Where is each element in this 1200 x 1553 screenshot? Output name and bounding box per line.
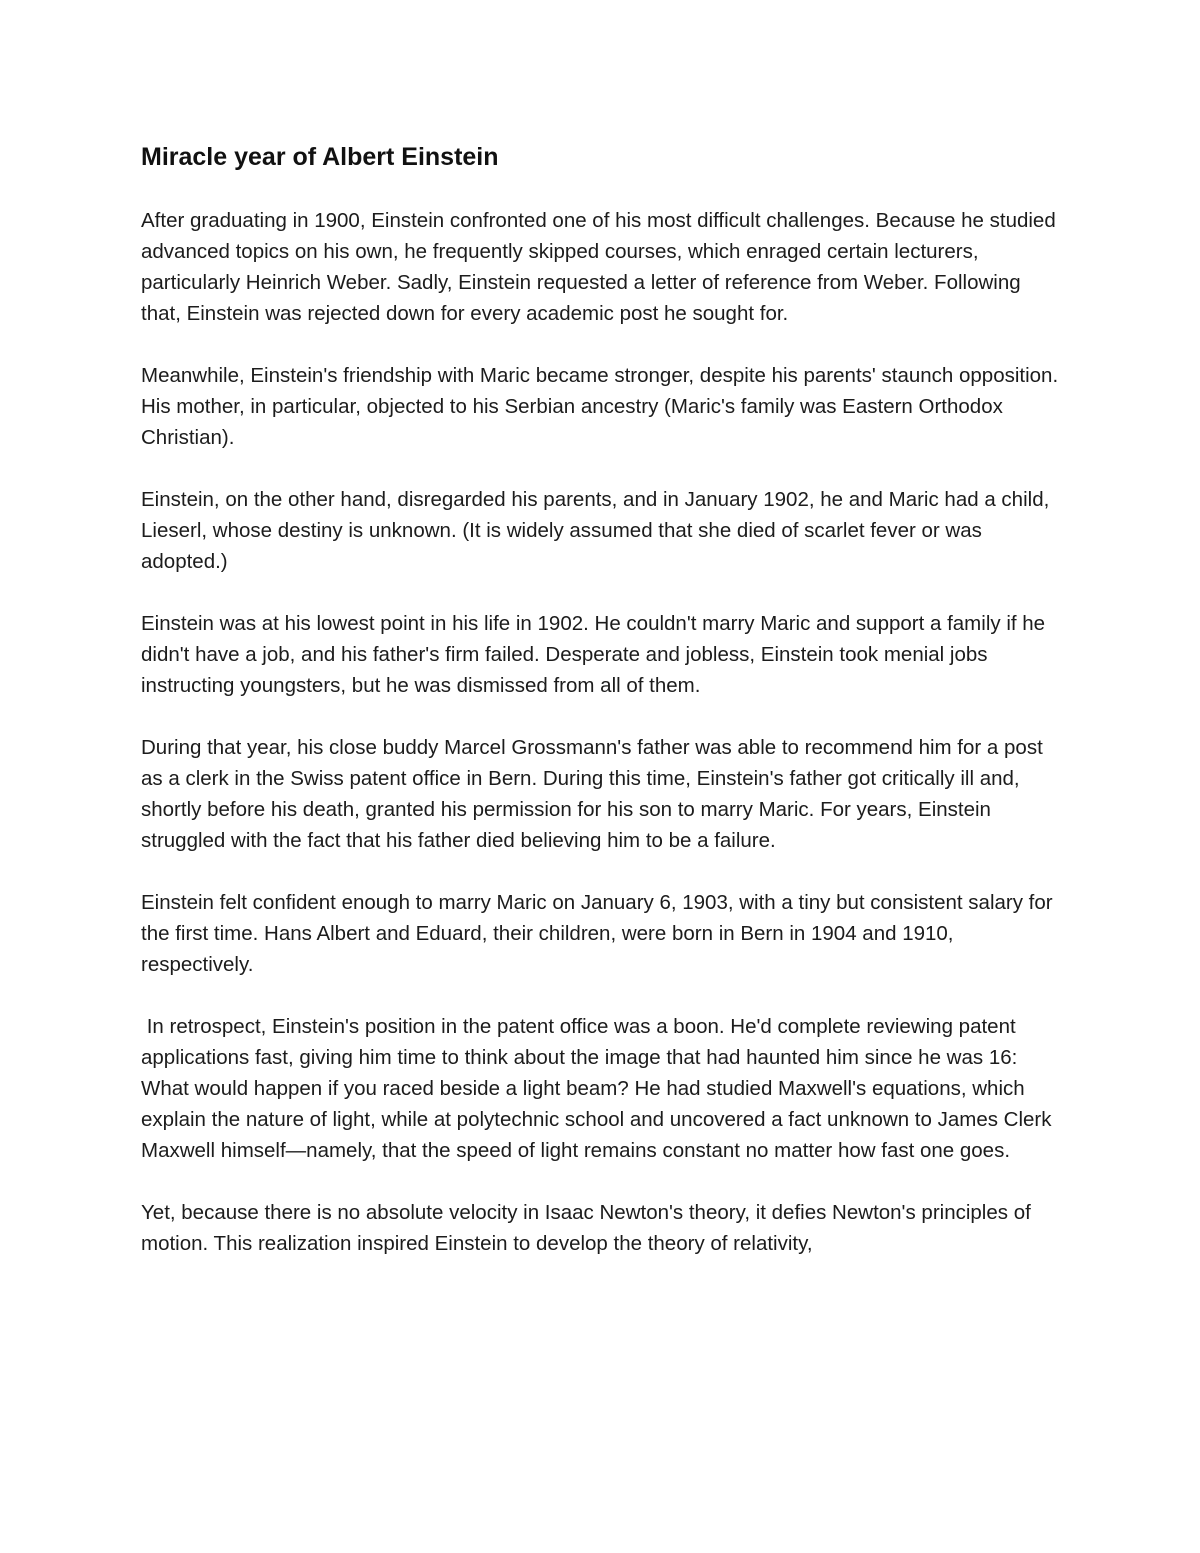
paragraph-lowest-point: Einstein was at his lowest point in his life in 1902. He couldn't marry Maric and support a family if he didn't have a job, and his father's firm failed. Desperate and jobless, Einstein took menial jobs instructing youngsters, but he was dismissed from all of them.: [141, 612, 1046, 697]
paragraph-relativity: Yet, because there is no absolute velocity in Isaac Newton's theory, it defies Newton's principles of motion. This realization inspired Einstein to develop the theory of relativity,: [141, 1201, 1031, 1255]
paragraph-graduation: After graduating in 1900, Einstein confronted one of his most difficult challenges. Because he studied advanced topics on his own, he frequently skipped courses, which enraged certain lecturers, particularly Heinrich Weber. Sadly, Einstein requested a letter of reference from Weber. Following that, Einstein was rejected down for every academic post he sought for.: [141, 209, 1056, 325]
paragraph-friendship: Meanwhile, Einstein's friendship with Maric became stronger, despite his parents' staunch opposition. His mother, in particular, objected to his Serbian ancestry (Maric's family was Eastern Orthodox Christian).: [141, 364, 1059, 449]
paragraph-marriage: Einstein felt confident enough to marry Maric on January 6, 1903, with a tiny but consistent salary for the first time. Hans Albert and Eduard, their children, were born in Bern in 1904 and 1910, respectively.: [141, 891, 1053, 976]
paragraph-retrospect: In retrospect, Einstein's position in the patent office was a boon. He'd complete reviewing patent applications fast, giving him time to think about the image that had haunted him since he was 16: What would happen if you raced beside a light beam? He had studied Maxwell's equations, which explain the nature of light, while at polytechnic school and uncovered a fact unknown to James Clerk Maxwell himself—namely, that the speed of light remains constant no matter how fast one goes.: [141, 1015, 1058, 1162]
paragraph-lieserl: Einstein, on the other hand, disregarded his parents, and in January 1902, he and Maric had a child, Lieserl, whose destiny is unknown. (It is widely assumed that she died of scarlet fever or was adopted.): [141, 488, 1050, 573]
document-page: [141, 138, 1066, 1259]
document-title: Miracle year of Albert Einstein: [141, 143, 499, 171]
paragraph-patent-office: During that year, his close buddy Marcel Grossmann's father was able to recommend him for a post as a clerk in the Swiss patent office in Bern. During this time, Einstein's father got critically ill and, shortly before his death, granted his permission for his son to marry Maric. For years, Einstein struggled with the fact that his father died believing him to be a failure.: [141, 736, 1043, 852]
